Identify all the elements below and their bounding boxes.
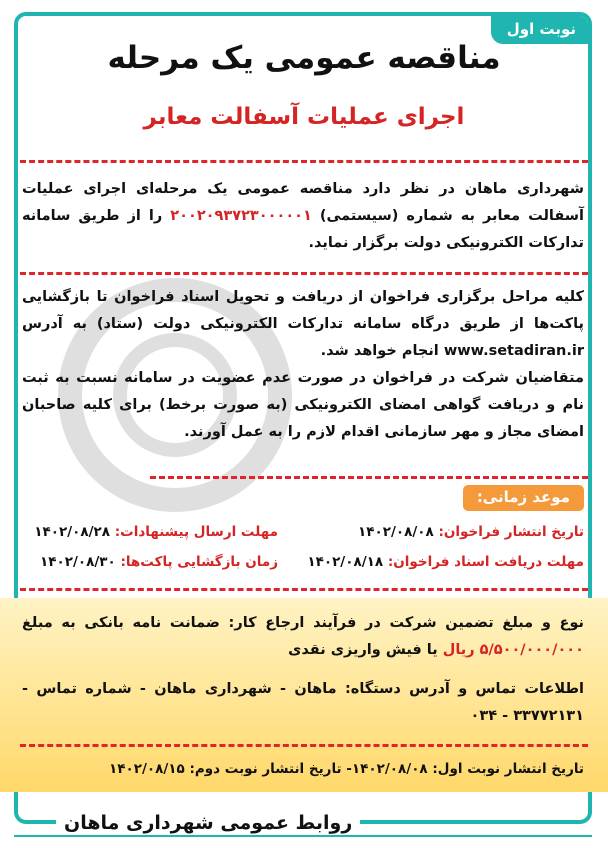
page-subtitle: اجرای عملیات آسفالت معابر <box>143 104 465 130</box>
divider <box>20 588 588 591</box>
divider <box>20 744 588 747</box>
timing-label: موعد زمانی: <box>463 485 584 511</box>
divider <box>20 160 588 163</box>
guarantee-paragraph: نوع و مبلغ تضمین شرکت در فرآیند ارجاع کار: ضمانت نامه بانکی به مبلغ ۵/۵۰۰/۰۰۰/۰۰۰ ریال یا فیش واریزی نقدی <box>22 615 584 658</box>
timing-item: مهلت ارسال پیشنهادات: ۱۴۰۲/۰۸/۲۸ <box>34 524 278 540</box>
tender-number: ۲۰۰۲۰۹۳۷۲۳۰۰۰۰۰۱ <box>170 208 312 224</box>
publish-dates: تاریخ انتشار نوبت اول: ۱۴۰۲/۰۸/۰۸- تاریخ انتشار نوبت دوم: ۱۴۰۲/۰۸/۱۵ <box>109 761 584 777</box>
process-paragraph: کلیه مراحل برگزاری فراخوان از دریافت و تحویل اسناد فراخوان تا بازگشایی پاکت‌ها از طریق درگاه سامانه تدارکات الکترونیکی دولت (ستاد) به آدرس www.setadiran.ir انجام خواهد شد. متقاضیان شرکت در فراخوان در صورت عدم عضویت در سامانه نسبت به ثبت نام و دریافت گواهی امضای الکترونیکی (به صورت برخط) برای کلیه صاحبان امضای مجاز و مهر سازمانی اقدام لازم را به عمل آورند. <box>22 289 584 440</box>
guarantee-amount: ۵/۵۰۰/۰۰۰/۰۰۰ ریال <box>442 642 584 658</box>
intro-paragraph: شهرداری ماهان در نظر دارد مناقصه عمومی یک مرحله‌ای اجرای عملیات آسفالت معابر به شماره (سیستمی) ۲۰۰۲۰۹۳۷۲۳۰۰۰۰۰۱ را از طریق سامانه تدارکات الکترونیکی دولت برگزار نماید. <box>22 181 584 251</box>
setad-url: www.setadiran.ir <box>443 343 584 359</box>
footer-signature: روابط عمومی شهرداری ماهان <box>56 812 360 834</box>
round-badge: نوبت اول <box>491 16 588 44</box>
divider <box>150 476 588 479</box>
footer-line <box>14 835 592 837</box>
timing-item: تاریخ انتشار فراخوان: ۱۴۰۲/۰۸/۰۸ <box>358 524 584 540</box>
timing-item: زمان بازگشایی پاکت‌ها: ۱۴۰۲/۰۸/۳۰ <box>39 554 278 570</box>
divider <box>20 272 588 275</box>
page-title: مناقصه عمومی یک مرحله <box>107 40 501 76</box>
timing-item: مهلت دریافت اسناد فراخوان: ۱۴۰۲/۰۸/۱۸ <box>307 554 584 570</box>
contact-paragraph: اطلاعات تماس و آدرس دستگاه: ماهان - شهرداری ماهان - شماره تماس - ۳۳۷۷۲۱۳۱ - ۰۳۴ <box>22 681 584 724</box>
contact-phone: ۳۳۷۷۲۱۳۱ - ۰۳۴ <box>470 708 584 724</box>
